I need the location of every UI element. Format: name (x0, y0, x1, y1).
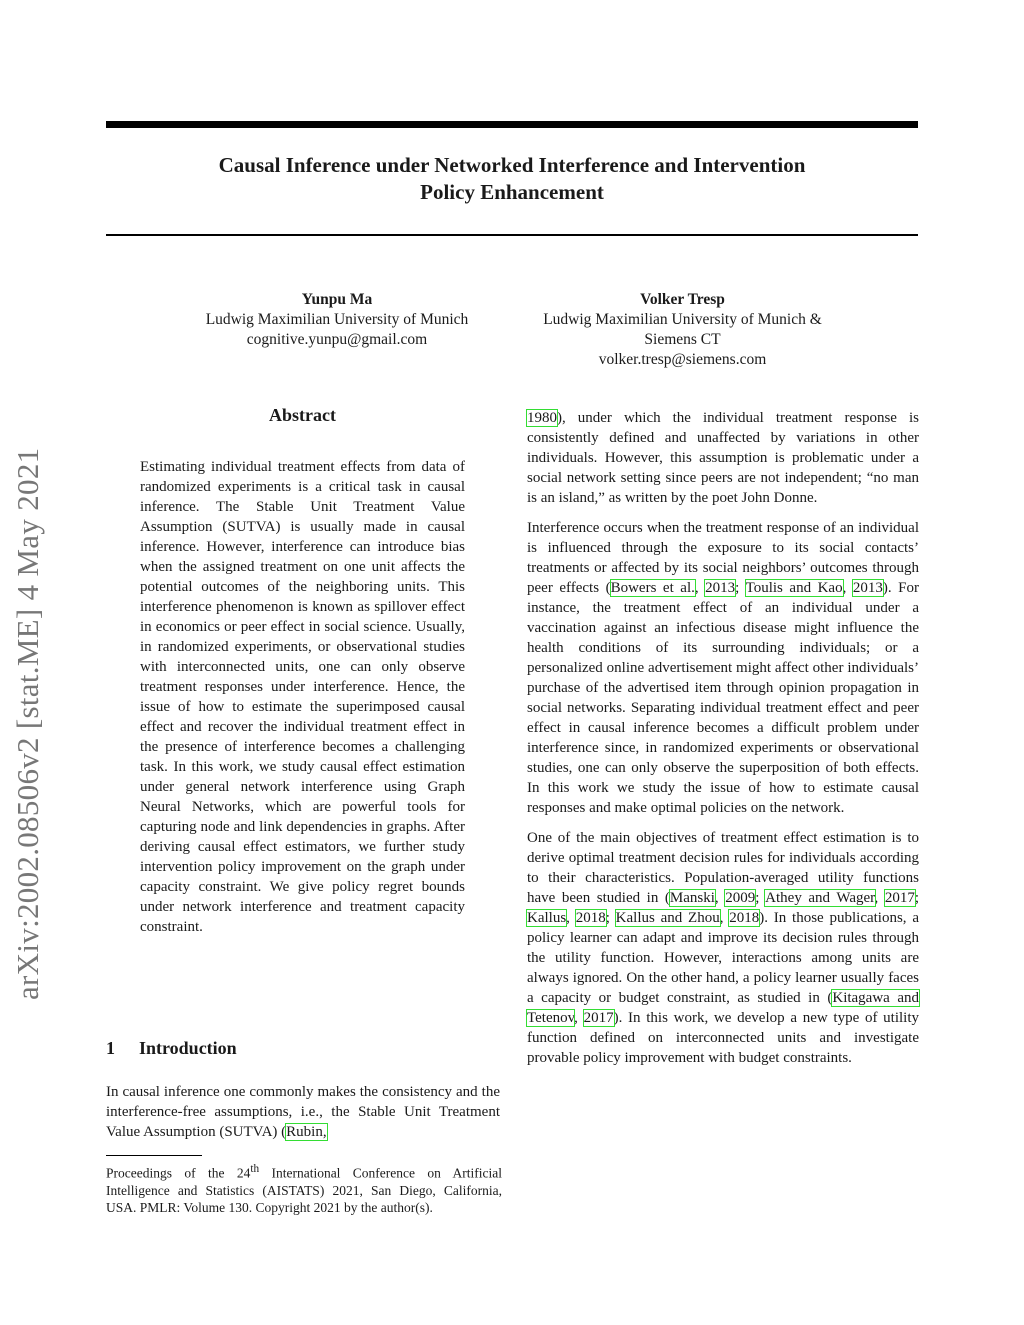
section-title: Introduction (139, 1038, 237, 1058)
introduction-paragraph-left (106, 1082, 500, 1142)
citation-link[interactable]: 2017 (884, 890, 915, 906)
citation-separator: , (574, 1010, 584, 1026)
citation-separator: , (874, 890, 885, 906)
citation-link[interactable]: Toulis and Kao (745, 580, 843, 596)
paper-title (106, 152, 918, 206)
author-email: volker.tresp@siemens.com (598, 351, 767, 368)
citation-separator: , (694, 580, 706, 596)
right-column (527, 408, 919, 1078)
citation-separator: , (719, 910, 730, 926)
citation-link[interactable]: Manski (669, 890, 715, 906)
paragraph-text: ), under which the individual treatment response is consistently defined and unaffected by variations in other individuals. However, this assumption is problematic under a social network setting since peers are not independent; “no man is an island,” as written by the poet John Donne. (527, 410, 919, 506)
author-affiliation-line-2: Siemens CT (644, 331, 721, 348)
footnote (106, 1161, 502, 1216)
intro-text: In causal inference one commonly makes the consistency and the interference-free assumptions, i.e., the Stable Unit Treatment Value Assumption (SUTVA) ( (106, 1084, 500, 1140)
citation-separator: , (842, 580, 853, 596)
citation-separator: ; (735, 580, 746, 596)
paragraph-text: ). In this work, we develop a new type of utility function defined on interconnected units and investigate provable policy improvement with budget constraints. (527, 1010, 919, 1066)
citation-separator: , (566, 910, 576, 926)
citation-separator: ; (755, 890, 766, 906)
paragraph-text: Interference occurs when the treatment response of an individual is influenced through the exposure to its social contacts’ treatments or affected by its social neighbors’ outcomes through peer effects ( (527, 520, 919, 596)
citation-link[interactable]: Bowers et al. (610, 580, 695, 596)
citation-link[interactable]: 2013 (705, 580, 736, 596)
author-email: cognitive.yunpu@gmail.com (246, 331, 428, 348)
title-line-2: Policy Enhancement (420, 180, 604, 204)
citation-separator: ; (605, 910, 616, 926)
footnote-superscript: th (250, 1163, 260, 1175)
author-block-1 (172, 290, 502, 350)
author-block-2 (520, 290, 845, 370)
title-rule-top (106, 121, 918, 128)
citation-link[interactable]: 1980 (527, 410, 557, 426)
citation-link[interactable]: 2013 (852, 580, 883, 596)
abstract-heading: Abstract (269, 405, 336, 425)
citation-separator: , (714, 890, 726, 906)
citation-separator: ; (914, 890, 920, 906)
paragraph-text: One of the main objectives of treatment effect estimation is to derive optimal treatment decision rules for individuals according to their characteristics. Population-averaged utility functions have been studied in ( (527, 830, 919, 906)
author-name: Volker Tresp (640, 291, 725, 308)
citation-link[interactable]: 2009 (725, 890, 756, 906)
title-line-1: Causal Inference under Networked Interference and Intervention (218, 153, 806, 177)
author-name: Yunpu Ma (301, 291, 373, 308)
citation-link[interactable]: Athey and Wager (765, 890, 875, 906)
citation-link[interactable]: 2018 (729, 910, 760, 926)
section-number: 1 (106, 1038, 115, 1058)
title-rule-bottom (106, 234, 918, 236)
abstract-text: Estimating individual treatment effects from data of randomized experiments is a critical task in causal inference. The Stable Unit Treatment Value Assumption (SUTVA) is usually made in causal inference. However, interference can introduce bias when the assigned treatment on one unit affects the potential outcomes of the neighboring units. This interference phenomenon is known as spillover effect in economics or peer effect in social science. Usually, in randomized experiments, or observational studies with interconnected units, one can only observe treatment responses under interference. Hence, the issue of how to estimate the superimposed causal effect and recover the individual treatment effect in the presence of interference becomes a challenging task. In this work, we study causal effect estimation under general network interference using Graph Neural Networks, which are powerful tools for capturing node and link dependencies in graphs. After deriving causal effect estimators, we further study intervention policy improvement on the graph under capacity constraint. We give policy regret bounds under network interference and treatment capacity constraint. (140, 459, 465, 935)
paragraph-text: ). In those publications, a policy learner can adapt and improve its decision rules through the utility function. However, interactions among units are always ignored. On the other hand, a policy learner usually faces a capacity or budget constraint, as studied in ( (527, 910, 919, 1006)
footnote-text-cont: International Conference on Artificial Intelligence and Statistics (AISTATS) 2021, San Diego, California, USA. PMLR: Volume 130. Copyright 2021 by the author(s). (106, 1165, 502, 1215)
citation-link[interactable]: 2018 (575, 910, 606, 926)
section-heading-introduction (106, 1038, 237, 1059)
paragraph-text: ). For instance, the treatment effect of an individual under a vaccination against an infectious disease might influence the health conditions of its surrounding individuals; or a personalized online advertisement might affect other individuals’ purchase of the advertised item through opinion propagation in social networks. Separating individual treatment effect and peer effect in causal inference becomes a difficult problem under interference since, in randomized experiments or observational studies, one can only observe the superposition of both effects. In this work we study the issue of how to estimate causal responses and make optimal policies on the network. (527, 580, 919, 816)
paragraph-2 (527, 518, 919, 818)
footnote-rule (106, 1155, 202, 1156)
citation-link[interactable]: Kallus and Zhou (615, 910, 720, 926)
paragraph-3 (527, 828, 919, 1068)
footnote-text: Proceedings of the 24 (106, 1165, 251, 1181)
paragraph-1 (527, 408, 919, 508)
citation-link[interactable]: Rubin, (286, 1124, 327, 1140)
author-affiliation: Ludwig Maximilian University of Munich (205, 311, 469, 328)
arxiv-stamp: arXiv:2002.08506v2 [stat.ME] 4 May 2021 (10, 447, 45, 1000)
citation-link[interactable]: 2017 (583, 1010, 614, 1026)
citation-link[interactable]: Kitagawa and Tetenov (527, 990, 919, 1026)
author-affiliation-line-1: Ludwig Maximilian University of Munich & (543, 311, 822, 328)
citation-link[interactable]: Kallus (527, 910, 567, 926)
